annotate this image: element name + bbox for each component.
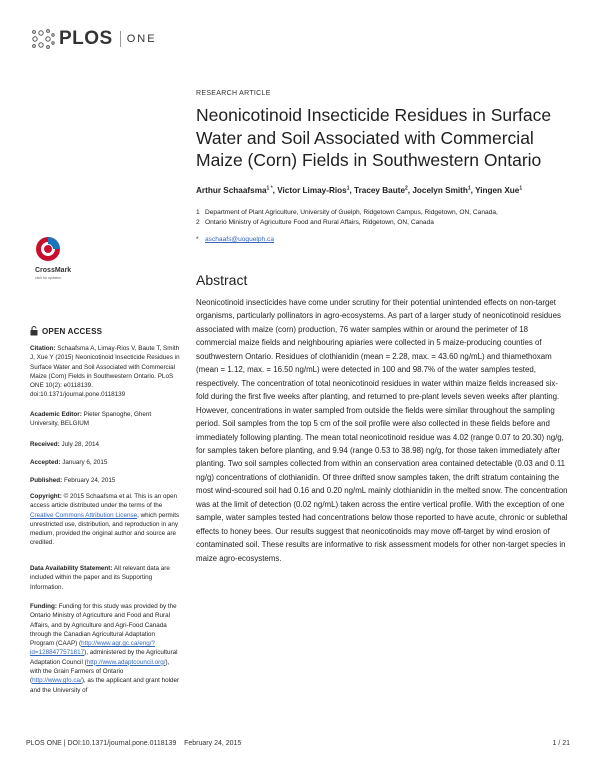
accepted-label: Accepted:	[30, 459, 61, 466]
data-availability-text: All relevant data are included within the paper and its Supporting Information.	[30, 565, 170, 591]
plos-logo-icon	[30, 28, 56, 50]
email-marker: *	[196, 236, 199, 243]
open-access-badge	[30, 326, 102, 336]
email-link[interactable]: aschaafs@uoguelph.ca	[205, 236, 275, 243]
funding-text: ), as the applicant and grant holder and the University of	[30, 677, 180, 694]
funding-text: Funding for this study was provided by the Ontario Ministry of Agriculture and Food and Rural Affairs, and by Agriculture and Agri-Food Canada through the Canadian Agricultural Adaptation Program (CAAP) (	[30, 603, 177, 648]
published-label: Published:	[30, 477, 63, 484]
author-name[interactable]: Victor Limay-Rios	[277, 186, 347, 195]
copyright-label: Copyright:	[30, 493, 62, 500]
affiliation-number: 1	[196, 209, 200, 216]
funding-text: ), administered by the Agricultural Adaptation Council (	[30, 649, 178, 666]
accepted-date: January 6, 2015	[62, 459, 108, 466]
abstract-text: Neonicotinoid insecticides have come under scrutiny for their potential unintended effects on non-target organisms, particularly pollinators in agro-ecosystems. As part of a larger study of neonicotinoid residues associated with maize (corn) production, 76 water samples within or around the perimeter of 18 commercial maize fields and neighbouring apiaries were collected in 5 maize-producing counties of southwestern Ontario. Residues of clothianidin (mean = 2.28, max. = 43.60 ng/mL) and thiamethoxam (mean = 1.12, max. = 16.50 ng/mL) were detected in 100 and 98.7% of the water samples tested, respectively. The concentration of total neonicotinoid residues in water within maize fields increased six-fold during the first five weeks after planting, and returned to pre-plant levels seven weeks after planting. However, concentrations in water sampled from outside the fields were similar throughout the sampling period. Soil samples from the top 5 cm of the soil profile were also collected in these fields before and immediately following planting. The mean total neonicotinoid residue was 4.02 (range 0.07 to 20.30) ng/g, for samples taken before planting, and 9.94 (range 0.53 to 38.98) ng/g, for those taken immediately after planting. Two soil samples collected from within an conservation area contained detectable (0.03 and 0.11 ng/g) concentrations of clothianidin. Of three drifted snow samples taken, the drift stratum containing the most wind-scoured soil had 0.16 and 0.20 ng/mL mainly clothianidin in the melted snow. The concentration was at the limit of detection (0.02 ng/mL) taken across the entire vertical profile. With the exception of one sample, water samples tested had concentrations below those reported to have acute, chronic or sublethal effects to honey bees. Our results suggest that neonicotinoids may move off-target by wind erosion of contaminated soil. These results are informative to risk assessment models for other non-target species in maize agro-ecosystems.	[196, 298, 568, 563]
author-superscript: 2	[405, 185, 408, 192]
affiliations	[196, 208, 576, 228]
svg-text:click for updates: click for updates	[35, 276, 61, 280]
copyright-text: © 2015 Schaafsma et al. This is an open access article distributed under the terms of the	[30, 493, 177, 510]
affiliation-text: Ontario Ministry of Agriculture Food and Rural Affairs, Ridgetown, ON, Canada	[205, 219, 434, 226]
open-access-label: OPEN ACCESS	[42, 326, 103, 336]
unlock-icon	[30, 326, 38, 336]
received-label: Received:	[30, 441, 60, 448]
affiliation-item	[196, 208, 576, 218]
crossmark-icon[interactable]	[34, 232, 74, 286]
funding-label: Funding:	[30, 603, 57, 610]
license-link[interactable]: Creative Commons Attribution License	[30, 511, 138, 519]
citation-text: Schaafsma A, Limay-Rios V, Baute T, Smith J, Xue Y (2015) Neonicotinoid Insecticide Residues in Surface Water and Soil Associated with Commercial Maize (Corn) Fields in Southwestern Ontario. PLoS ONE 10(2): e0118139. doi:10.1371/journal.pone.0118139	[30, 345, 180, 399]
page-footer	[26, 740, 570, 747]
logo-divider	[120, 31, 121, 47]
article-type: RESEARCH ARTICLE	[196, 90, 271, 97]
author-name[interactable]: Yingen Xue	[475, 186, 520, 195]
received-date: July 28, 2014	[61, 441, 99, 448]
data-availability-block	[30, 564, 180, 592]
author-list: Arthur Schaafsma$^{1 *}$, Victor Limay-Rios$^1$, Tracey Baute$^2$, Jocelyn Smith$^1$, Yingen Xue$^1$	[196, 185, 523, 195]
copyright-text-end: , which permits unrestricted use, distribution, and reproduction in any medium, provided the original author and source are credited.	[30, 511, 180, 547]
corresponding-email	[196, 236, 576, 243]
funding-link-council[interactable]: http://www.adaptcouncil.org/	[86, 658, 166, 666]
author-superscript: 1 *	[266, 185, 273, 192]
journal-logo[interactable]	[30, 26, 157, 52]
received-block	[30, 440, 180, 449]
data-availability-label: Data Availability Statement:	[30, 565, 113, 572]
affiliation-text: Department of Plant Agriculture, University of Guelph, Ridgetown Campus, Ridgetown, ON, Canada,	[205, 209, 498, 216]
page-number: 1 / 21	[552, 740, 570, 747]
article-title: Neonicotinoid Insecticide Residues in Surface Water and Soil Associated with Commercial Maize (Corn) Fields in Southwestern Ontario	[196, 105, 552, 170]
editor-text: Pieter Spanoghe, Ghent University, BELGIUM	[30, 411, 152, 428]
funding-text: ), with the Grain Farmers of Ontario (	[30, 658, 170, 685]
copyright-block	[30, 492, 180, 548]
logo-plos-text: PLOS	[59, 28, 113, 49]
editor-label: Academic Editor:	[30, 411, 82, 418]
citation-label: Citation:	[30, 345, 56, 352]
svg-text:CrossMark: CrossMark	[35, 267, 72, 274]
funding-link-caap[interactable]: http://www.agr.gc.ca/eng/?id=1288477571817	[30, 640, 155, 657]
published-block	[30, 476, 180, 485]
funding-block	[30, 602, 180, 695]
author-superscript: 1	[519, 185, 523, 192]
author-superscript: 1	[467, 185, 471, 192]
author-name[interactable]: Arthur Schaafsma	[196, 186, 267, 195]
affiliation-item	[196, 218, 576, 228]
author-superscript: 1	[346, 185, 350, 192]
accepted-block	[30, 458, 180, 467]
affiliation-number: 2	[196, 219, 200, 226]
abstract-heading: Abstract	[196, 272, 248, 288]
citation-block	[30, 344, 180, 400]
footer-citation: PLOS ONE | DOI:10.1371/journal.pone.0118139 February 24, 2015	[26, 740, 242, 747]
logo-one-text: ONE	[126, 33, 157, 45]
funding-link-gfo[interactable]: http://www.gfo.ca/	[32, 677, 82, 685]
editor-block	[30, 410, 180, 429]
author-name[interactable]: Tracey Baute	[354, 186, 406, 195]
published-date: February 24, 2015	[63, 477, 116, 484]
author-name[interactable]: Jocelyn Smith	[412, 186, 468, 195]
